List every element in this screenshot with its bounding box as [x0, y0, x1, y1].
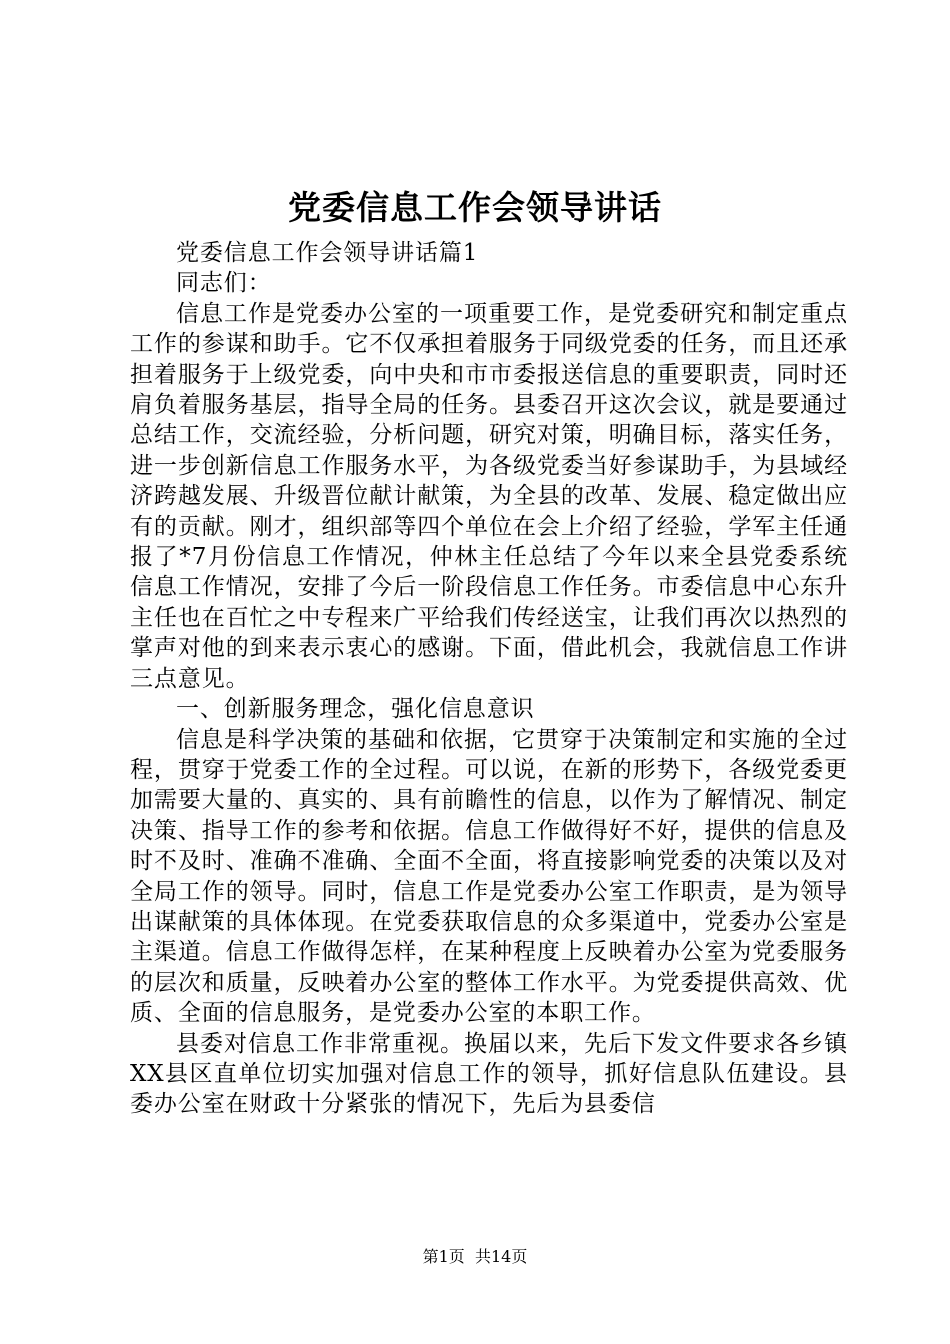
footer-spacer	[465, 1247, 475, 1266]
salutation: 同志们：	[176, 270, 272, 297]
paragraph: 信息是科学决策的基础和依据，它贯穿于决策制定和实施的全过程，贯穿于党委工作的全过程。可以说，在新的形势下，各级党委更加需要大量的、真实的、具有前瞻性的信息，以作为了解情况、制定决策、指导工作的参考和依据。信息工作做得好不好，提供的信息及时不及时、准确不准确、全面不全面，将直接影响党委的决策以及对全局工作的领导。同时，信息工作是党委办公室工作职责，是为领导出谋献策的具体体现。在党委获取信息的众多渠道中，党委办公室是主渠道。信息工作做得怎样，在某种程度上反映着办公室为党委服务的层次和质量，反映着办公室的整体工作水平。为党委提供高效、优质、全面的信息服务，是党委办公室的本职工作。	[130, 726, 848, 1027]
page-total: 共14页	[474, 1247, 528, 1266]
paragraph: 县委对信息工作非常重视。换届以来，先后下发文件要求各乡镇XX县区直单位切实加强对信息工作的领导，抓好信息队伍建设。县委办公室在财政十分紧张的情况下，先后为县委信	[130, 1030, 848, 1118]
section-subtitle: 党委信息工作会领导讲话篇1	[176, 240, 479, 266]
document-title: 党委信息工作会领导讲话	[288, 188, 662, 227]
section-heading: 一、创新服务理念，强化信息意识	[176, 696, 535, 723]
paragraph: 信息工作是党委办公室的一项重要工作，是党委研究和制定重点工作的参谋和助手。它不仅承担着服务于同级党委的任务，而且还承担着服务于上级党委，向中央和市市委报送信息的重要职责，同时还肩负着服务基层，指导全局的任务。县委召开这次会议，就是要通过总结工作，交流经验，分析问题，研究对策，明确目标，落实任务，进一步创新信息工作服务水平，为各级党委当好参谋助手，为县域经济跨越发展、升级晋位献计献策，为全县的改革、发展、稳定做出应有的贡献。刚才，组织部等四个单位在会上介绍了经验，学军主任通报了*7月份信息工作情况，仲林主任总结了今年以来全县党委系统信息工作情况，安排了今后一阶段信息工作任务。市委信息中心东升主任也在百忙之中专程来广平给我们传经送宝，让我们再次以热烈的掌声对他的到来表示衷心的感谢。下面，借此机会，我就信息工作讲三点意见。	[130, 300, 848, 692]
page-number: 第1页	[422, 1247, 465, 1266]
document-body	[130, 238, 848, 1120]
page-footer	[0, 1246, 950, 1268]
